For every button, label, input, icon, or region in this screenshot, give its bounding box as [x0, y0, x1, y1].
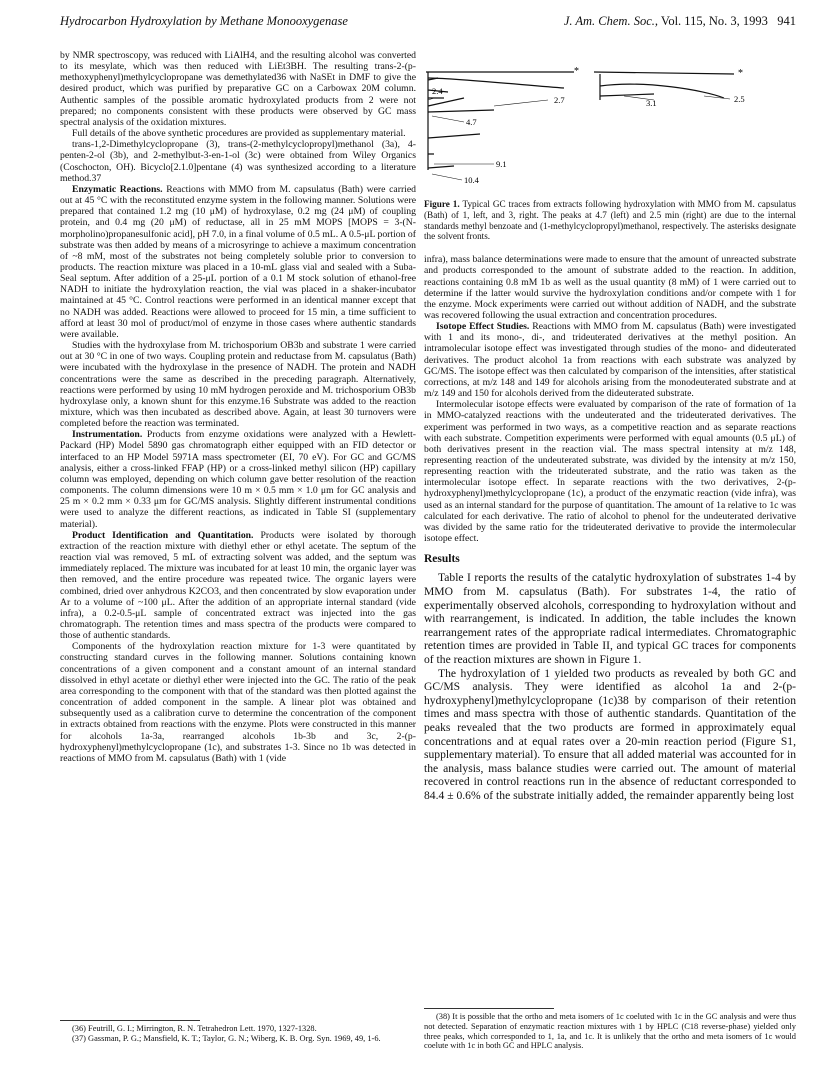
paragraph: Full details of the above synthetic procedures are provided as supplementary material. [72, 128, 406, 140]
paragraph-text: Products from enzyme oxidations were analyzed with a Hewlett-Packard (HP) Model 5890 gas chromatograph either equipped with an FID detector or interfaced to an HP Model 5971A mass spectrometer (EI, 70 eV). For GC and GC/MS analysis, either a cross-linked FFAP (HP) or a cross-linked methyl silicon (HP) capillary column was employed, depending on which column gave better resolution of the reaction components. The column dimensions were 10 m × 0.5 mm × 1.0 μm for GC analysis and 25 m × 0.2 mm × 0.33 μm for GC/MS analysis. Slightly different instrumental conditions were used to analyze the different reactions, as indicated in Table SI (supplementary material). [60, 429, 416, 530]
figure-caption [424, 199, 796, 242]
paragraph [60, 429, 416, 529]
section-heading-instrumentation: Instrumentation. [72, 429, 143, 441]
paragraph-text: Reactions with MMO from M. capsulatus (Bath) were investigated with 1 and its mono-, di-, and trideuterated derivatives at the methyl position. An intramolecular isotope effect was investigated through studies of the mono- and dideuterated derivatives. The product alcohol 1a from reactions with each substrate was analyzed by GC/MS. The isotope effect was then calculated by comparison of the intensities, after statistical corrections, at m/z 148 and 149 for alcohols arising from the monodeuterated substrate and at m/z 149 and 150 for alcohols derived from the dideuterated substrate. [424, 321, 797, 400]
paragraph: Components of the hydroxylation reaction mixture for 1-3 were quantitated by constructing standard curves in the following manner. Solutions containing known concentrations of a given component and a constant amount of an internal standard dissolved in ethyl acetate or diethyl ether were injected into the GC. The ratio of the peak area corresponding to the component with that of the standard was then plotted against the concentration of added component in the sample. A linear plot was obtained and subsequently used as a calibration curve to determine the concentration of the component in extracts obtained from reactions with the enzyme. Plots were constructed in this manner for alcohols 1a-3a, rearranged alcohols 1b-3b and 3c, 2-(p-hydroxyphenyl)methylcyclopropane (1c), and substrates 1-3. Since no 1b was detected in reactions of MMO from M. capsulatus (Bath) with 1 (vide [60, 641, 416, 764]
peak-label: 3.1 [646, 98, 657, 108]
paragraph: by NMR spectroscopy, was reduced with LiAlH4, and the resulting alcohol was converted to its mesylate, which was then reduced with LiEt3BH. The resulting trans-2-(p-methoxyphenyl)methylcyclopropane was demethylated36 with NaSEt in DMF to give the desired product, which was purified by preparative GC on a Carbowax 20M column. Authentic samples of the possible aromatic hydroxylated products from 2 were not prepared; no components consistent with these products were observed by GC mass spectral analysis of the oxidation mixtures. [60, 50, 416, 128]
peak-label: 2.4 [432, 86, 443, 96]
left-asterisk: * [574, 66, 579, 77]
footnote: (37) Gassman, P. G.; Mansfield, K. T.; Taylor, G. N.; Wiberg, K. B. Org. Syn. 1969, 49, 1-6. [72, 1033, 381, 1043]
paragraph: Intermolecular isotope effects were evaluated by comparison of the rate of formation of 1a in MMO-catalyzed reactions with the undeuterated and the trideuterated derivatives. The experiment was performed in two ways, as a competitive reaction and as separate reactions with each substrate. Competition experiments were performed with equal amounts (0.5 μL) of both derivatives present in the reaction vial. The mass spectral intensity at m/z 148, representing reaction of the undeuterated substrate, was divided by the intensity at m/z 150, representing reaction with the trideuterated substrate, and the ratio was taken as the intermolecular isotope effect. In separate reactions with the two derivatives, 2-(p-hydroxyphenyl)methylcyclopropane (1c), a product of the enzymatic reaction (vide infra), was used as an internal standard for the purpose of quantitation. The amount of 1a relative to 1c was calculated for each derivative. The ratio of alcohol to phenol for the undeuterated derivative was divided by the same ratio for the trideuterated derivative to provide the intermolecular isotope effect. [424, 399, 796, 545]
journal-volume: Vol. 115, No. 3, 1993 [660, 14, 768, 28]
figure-label: Figure 1. [424, 199, 460, 209]
paragraph: infra), mass balance determinations were made to ensure that the amount of unreacted substrate and products corresponded to the amount of substrate added to the reaction. In addition, reactions containing 0.8 mM 1b as well as the usual quantity (8 mM) of 1 were carried out to determine if the latter would survive the hydroxylation conditions and/or compete with 1 for the enzyme. Mock experiments were carried out without addition of NADH, and the substrate was recovered following the usual extraction and concentration procedures. [424, 254, 796, 321]
right-baseline-trace [594, 72, 734, 74]
paragraph-text: Products were isolated by thorough extraction of the reaction mixture with diethyl ether or ethyl acetate. The septum of the reaction vial was removed, 5 mL of extracting solvent was added, and the septum was immediately replaced. The mixture was incubated for at least 10 min, the organic layer was then removed, and the entire procedure was repeated twice. The organic layers were combined, dried over anhydrous K2CO3, and then concentrated by slow evaporation under Ar to a volume of ~100 μL. After the addition of an appropriate internal standard (vide infra), a 0.2-0.5-μL sample of concentrated extract was injected into the gas chromatograph. The retention times and mass spectra of the products were compared to those of authentic standards. [60, 529, 416, 642]
section-heading-product: Product Identification and Quantitation. [72, 529, 254, 541]
peak-label: 9.1 [496, 159, 507, 169]
paragraph-text: Reactions with MMO from M. capsulatus (Bath) were carried out at 45 °C with the reconstituted enzyme system in the following manner. Solutions were prepared that contained 1.2 mg (10 μM) of hydroxylase, 0.2 mg (24 μM) of coupling protein, and 0.4 mg (20 μM) of reductase, all in 25 mM MOPS [MOPS = 3-(N-morpholino)propanesulfonic acid], pH 7.0, in a final volume of 0.5 mL. A 0.5-μL portion of substrate was then added by means of a microsyringe to achieve a maximum concentration of ~8 mM, most of the substrates not being completely soluble prior to conversion to products. The reaction mixture was placed in a 10-mL glass vial and sealed with a Suba-Seal septum. After addition of a 25-μL portion of a 0.1 M stock solution of ethanol-free NADH to initiate the hydroxylation reaction, the vial was placed in a shaker-incubator maintained at 45 °C. Control reactions were performed in an identical manner except that no NADH was added. Reactions were allowed to proceed for 15 min, a time sufficient to afford at least 30 mol of product/mol of enzyme in those cases where authentic standards were available. [60, 183, 417, 340]
left-column [60, 50, 416, 764]
section-heading-enzymatic: Enzymatic Reactions. [72, 183, 163, 195]
paragraph: Studies with the hydroxylase from M. trichosporium OB3b and substrate 1 were carried out at 30 °C in one of two ways. Coupling protein and reductase from M. capsulatus (Bath) were incubated with the hydroxylase in the presence of NADH. The protein and NADH concentrations were the same as described in the preceding paragraph. Alternatively, reactions were performed by using 10 mM hydrogen peroxide and M. trichosporium OB3b hydroxylase only, a known shunt for this enzyme.16 Substrate was added to the reaction mixture, which was then incubated as described above. Again, at least 30 turnovers were completed before the reaction was terminated. [60, 340, 416, 430]
footnote-rule [424, 1008, 554, 1009]
gc-traces-svg [424, 50, 796, 195]
section-heading-isotope: Isotope Effect Studies. [436, 321, 530, 333]
footnotes-left [60, 1012, 416, 1044]
paragraph: trans-1,2-Dimethylcyclopropane (3), trans-(2-methylcyclopropyl)methanol (3a), 4-penten-2-ol (3b), and 2-methylbut-3-en-1-ol (3c) were obtained from Wiley Organics (Coschocton, OH). Bicyclo[2.1.0]pentane (4) was synthesized according to a literature method.37 [60, 139, 416, 184]
page-number: 941 [777, 14, 796, 28]
paragraph: The hydroxylation of 1 yielded two products as revealed by both GC and GC/MS analysis. They were identified as alcohol 1a and 2-(p-hydroxyphenyl)methylcyclopropane (1c)38 by comparison of their retention times and mass spectra with those of authentic standards. Quantitation of the peaks revealed that the two products are formed in approximately equal concentrations and at equal rates over a 20-min reaction period (Figure S1, supplementary material). To ensure that all added material was accounted for in the analysis, mass balance studies were carried out. The amount of material recovered in control reactions run in the absence of reductant corresponded to 84.4 ± 0.6% of the substrate initially added, the remainder apparently being lost [424, 666, 796, 802]
running-header-citation [564, 14, 796, 29]
paragraph [424, 321, 796, 399]
peak-label: 2.7 [554, 95, 565, 105]
paragraph: Table I reports the results of the catalytic hydroxylation of substrates 1-4 by MMO from M. capsulatus (Bath). For substrates 1-4, the ratio of experimentally observed alcohols, corresponding to hydroxylation without and with rearrangement, is indicated. In addition, the table includes the known rearrangement rates of the appropriate radical intermediates. Chromatographic retention times are provided in Table II, and typical GC traces for components of the reaction mixtures are shown in Figure 1. [424, 571, 796, 666]
results-section [424, 571, 796, 802]
footnote-rule [60, 1020, 200, 1021]
paragraph [60, 530, 416, 642]
paragraph [60, 184, 416, 340]
figure-caption-text: Typical GC traces from extracts following hydroxylation with MMO from M. capsulatus (Bath) of 1, left, and 3, right. The peaks at 4.7 (left) and 2.5 min (right) are due to the internal standards methyl benzoate and (1-methylcyclopropyl)methanol, respectively. The asterisks designate the solvent fronts. [424, 199, 796, 242]
peak-label: 2.5 [734, 94, 745, 104]
figure-gc-traces [424, 50, 796, 195]
footnotes-right [424, 1000, 796, 1051]
footnote: (38) It is possible that the ortho and meta isomers of 1c coeluted with 1c in the GC analysis and were thus not detected. Separation of enzymatic reaction mixtures with 1 by HPLC (C18 reverse-phase) yielded only three peaks, which corresponded to 1, 1a, and 1c. It is unlikely that the ortho and meta isomers of 1c would coelute with 1c in both GC and HPLC analysis. [424, 1012, 796, 1051]
left-trace-body [428, 78, 564, 154]
peak-label: 10.4 [464, 175, 479, 185]
journal-name: J. Am. Chem. Soc., [563, 14, 659, 28]
footnote: (36) Feutrill, G. I.; Mirrington, R. N. Tetrahedron Lett. 1970, 1327-1328. [72, 1024, 317, 1033]
right-column [424, 50, 796, 803]
running-header-title: Hydrocarbon Hydroxylation by Methane Monooxygenase [60, 14, 348, 28]
peak-label: 4.7 [466, 117, 477, 127]
results-heading: Results [424, 553, 460, 566]
right-asterisk: * [738, 68, 743, 79]
